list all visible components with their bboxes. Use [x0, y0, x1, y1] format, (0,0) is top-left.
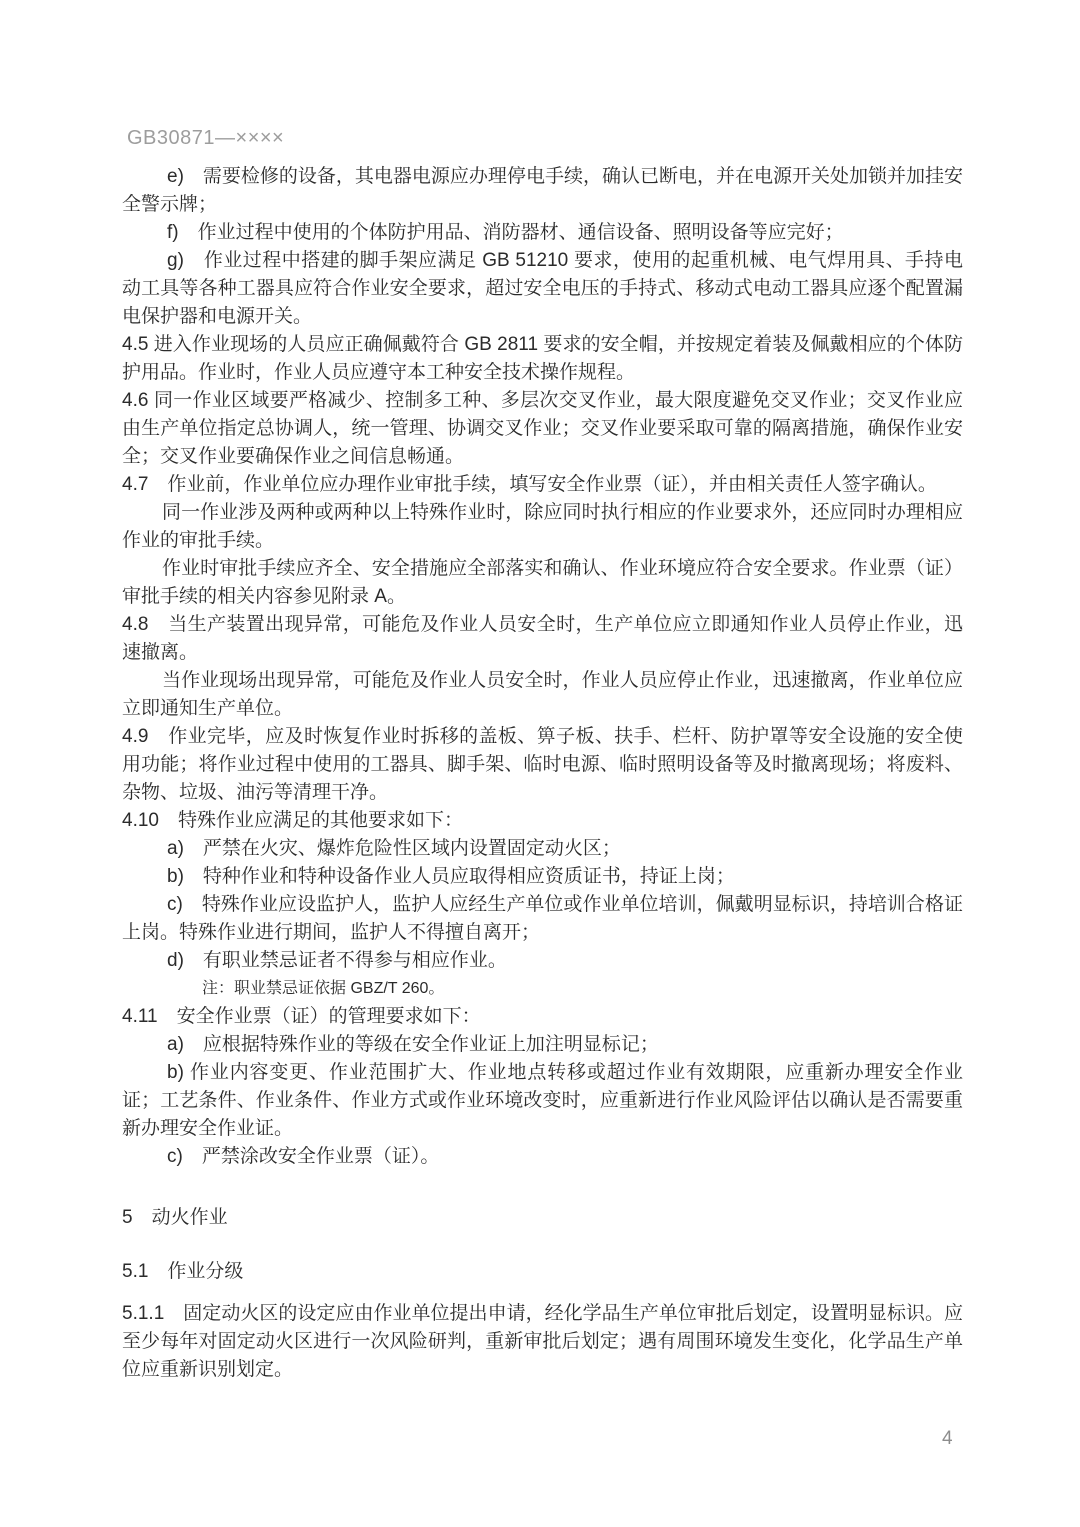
para-approval-full: 作业时审批手续应齐全、安全措施应全部落实和确认、作业环境应符合安全要求。作业票（证）审批手续的相关内容参见附录 A。 — [122, 558, 963, 607]
item-4-11-b: b) 作业内容变更、作业范围扩大、作业地点转移或超过作业有效期限，应重新办理安全作业证；工艺条件、作业条件、作业方式或作业环境改变时，应重新进行作业风险评估以确认是否需要重新办理安全作业证。 — [122, 1062, 963, 1139]
clause-4-5: 4.5 进入作业现场的人员应正确佩戴符合 GB 2811 要求的安全帽，并按规定着装及佩戴相应的个体防护用品。作业时，作业人员应遵守本工种安全技术操作规程。 — [122, 334, 963, 383]
item-4-10-a: a) 严禁在火灾、爆炸危险性区域内设置固定动火区； — [167, 838, 621, 859]
standard-code-header: GB30871—×××× — [127, 127, 285, 149]
clause-4-11: 4.11 安全作业票（证）的管理要求如下： — [122, 1006, 481, 1027]
para-multi-permit: 同一作业涉及两种或两种以上特殊作业时，除应同时执行相应的作业要求外，还应同时办理相应作业的审批手续。 — [122, 502, 963, 551]
item-4-11-c: c) 严禁涂改安全作业票（证）。 — [167, 1146, 440, 1167]
item-4-11-a: a) 应根据特殊作业的等级在安全作业证上加注明显标记； — [167, 1034, 659, 1055]
clause-5-1-1: 5.1.1 固定动火区的设定应由作业单位提出申请，经化学品生产单位审批后划定，设置明显标识。应至少每年对固定动火区进行一次风险研判，重新审批后划定；遇有周围环境发生变化，化学品生产单位应重新识别划定。 — [122, 1303, 963, 1380]
clause-4-10: 4.10 特殊作业应满足的其他要求如下： — [122, 810, 463, 831]
page-number: 4 — [942, 1428, 953, 1449]
item-4-10-b: b) 特种作业和特种设备作业人员应取得相应资质证书，持证上岗； — [167, 866, 735, 887]
section-5-1-title: 5.1 作业分级 — [122, 1261, 244, 1282]
item-e: e) 需要检修的设备，其电器电源应办理停电手续，确认已断电，并在电源开关处加锁并加挂安全警示牌； — [122, 166, 963, 215]
clause-4-6: 4.6 同一作业区域要严格减少、控制多工种、多层次交叉作业，最大限度避免交叉作业；交叉作业应由生产单位指定总协调人，统一管理、协调交叉作业；交叉作业要采取可靠的隔离措施，确保作业安全；交叉作业要确保作业之间信息畅通。 — [122, 390, 963, 467]
item-g: g) 作业过程中搭建的脚手架应满足 GB 51210 要求，使用的起重机械、电气焊用具、手持电动工具等各种工器具应符合作业安全要求，超过安全电压的手持式、移动式电动工器具应逐个配置漏电保护器和电源开关。 — [122, 250, 963, 327]
document-body — [122, 163, 963, 1384]
section-5-title: 5 动火作业 — [122, 1207, 228, 1228]
item-f: f) 作业过程中使用的个体防护用品、消防器材、通信设备、照明设备等应完好； — [167, 222, 844, 243]
clause-4-7: 4.7 作业前，作业单位应办理作业审批手续，填写安全作业票（证），并由相关责任人签字确认。 — [122, 474, 937, 495]
clause-4-9: 4.9 作业完毕，应及时恢复作业时拆移的盖板、箅子板、扶手、栏杆、防护罩等安全设施的安全使用功能；将作业过程中使用的工器具、脚手架、临时电源、临时照明设备等及时撤离现场；将废料、杂物、垃圾、油污等清理干净。 — [122, 726, 963, 803]
para-site-abnormal: 当作业现场出现异常，可能危及作业人员安全时，作业人员应停止作业，迅速撤离，作业单位应立即通知生产单位。 — [122, 670, 963, 719]
item-4-10-c: c) 特殊作业应设监护人，监护人应经生产单位或作业单位培训，佩戴明显标识，持培训合格证上岗。特殊作业进行期间，监护人不得擅自离开； — [122, 894, 963, 943]
item-4-10-d: d) 有职业禁忌证者不得参与相应作业。 — [167, 950, 507, 971]
clause-4-8: 4.8 当生产装置出现异常，可能危及作业人员安全时，生产单位应立即通知作业人员停止作业，迅速撤离。 — [122, 614, 963, 663]
note-occupational: 注：职业禁忌证依据 GBZ/T 260。 — [202, 980, 445, 997]
